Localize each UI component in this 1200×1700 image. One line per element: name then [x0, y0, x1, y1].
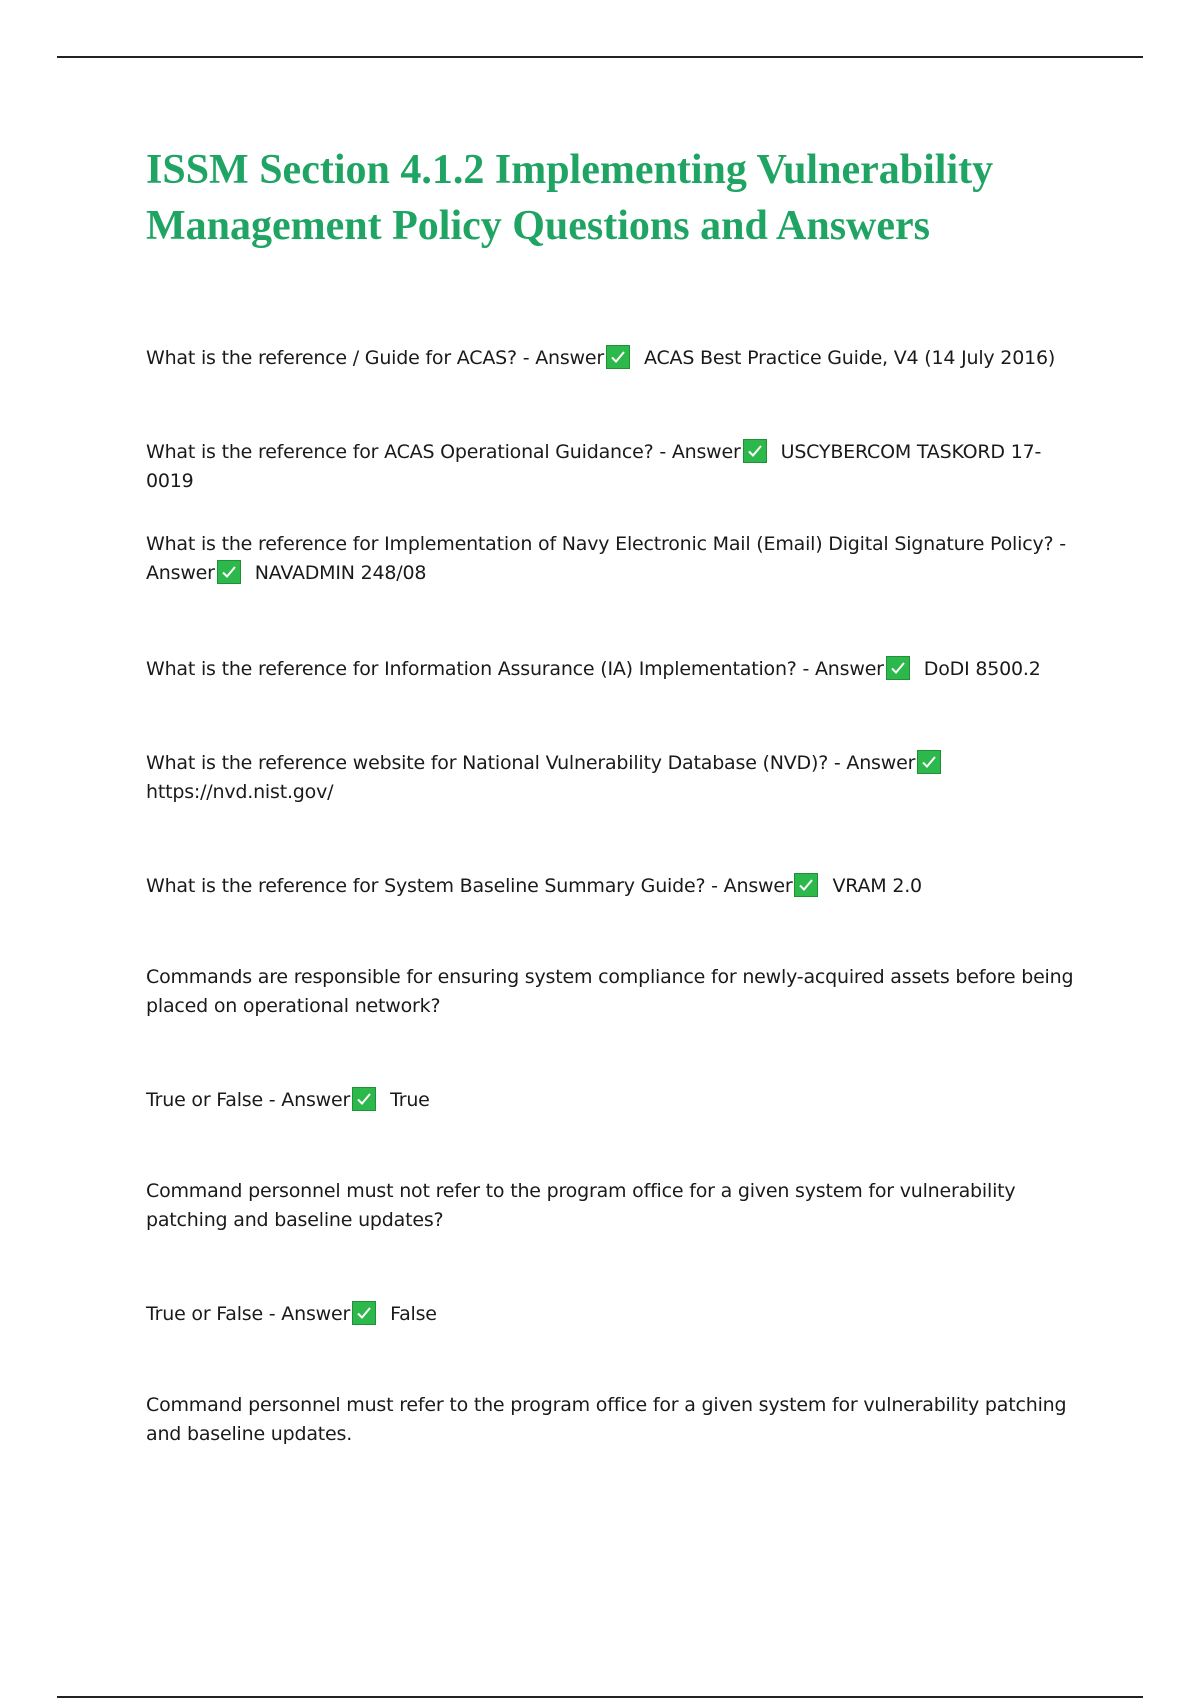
answer-text: True	[390, 1089, 430, 1111]
question-text: What is the reference website for National Vulnerability Database (NVD)? - Answer	[146, 752, 916, 774]
qa-item	[146, 1086, 1076, 1115]
page-title: ISSM Section 4.1.2 Implementing Vulnerability Management Policy Questions and Answers	[146, 147, 994, 249]
question-text: What is the reference for ACAS Operational Guidance? - Answer	[146, 441, 741, 463]
qa-item	[146, 530, 1076, 588]
statement-text: Command personnel must not refer to the program office for a given system for vulnerability patching and baseline updates?	[146, 1180, 1016, 1231]
check-mark-icon	[217, 560, 241, 584]
qa-item	[146, 749, 1076, 807]
top-divider	[57, 56, 1143, 58]
answer-text: https://nvd.nist.gov/	[146, 781, 334, 803]
check-mark-icon	[352, 1087, 376, 1111]
answer-text: DoDI 8500.2	[923, 658, 1041, 680]
answer-text: NAVADMIN 248/08	[254, 562, 427, 584]
check-mark-icon	[917, 750, 941, 774]
qa-item	[146, 872, 1076, 901]
qa-item	[146, 655, 1076, 684]
check-mark-icon	[743, 439, 767, 463]
question-text: What is the reference for Information Assurance (IA) Implementation? - Answer	[146, 658, 884, 680]
question-text: True or False - Answer	[146, 1303, 351, 1325]
qa-item	[146, 1300, 1076, 1329]
check-mark-icon	[886, 656, 910, 680]
check-mark-icon	[794, 873, 818, 897]
qa-item	[146, 344, 1076, 373]
bottom-divider	[57, 1696, 1143, 1698]
question-text: What is the reference for Implementation of Navy Electronic Mail (Email) Digital Signature Policy? - Answer	[146, 533, 1066, 584]
check-mark-icon	[352, 1301, 376, 1325]
check-mark-icon	[606, 345, 630, 369]
qa-item	[146, 438, 1076, 496]
statement-text: Command personnel must refer to the program office for a given system for vulnerability patching and baseline updates.	[146, 1394, 1067, 1445]
statement-text: Commands are responsible for ensuring system compliance for newly-acquired assets before being placed on operational network?	[146, 966, 1074, 1017]
answer-text: ACAS Best Practice Guide, V4 (14 July 2016)	[644, 347, 1056, 369]
question-text: What is the reference for System Baseline Summary Guide? - Answer	[146, 875, 793, 897]
question-text: True or False - Answer	[146, 1089, 351, 1111]
answer-text: False	[390, 1303, 437, 1325]
answer-text: USCYBERCOM TASKORD 17-0019	[146, 441, 1042, 492]
answer-text: VRAM 2.0	[832, 875, 922, 897]
question-text: What is the reference / Guide for ACAS? - Answer	[146, 347, 604, 369]
